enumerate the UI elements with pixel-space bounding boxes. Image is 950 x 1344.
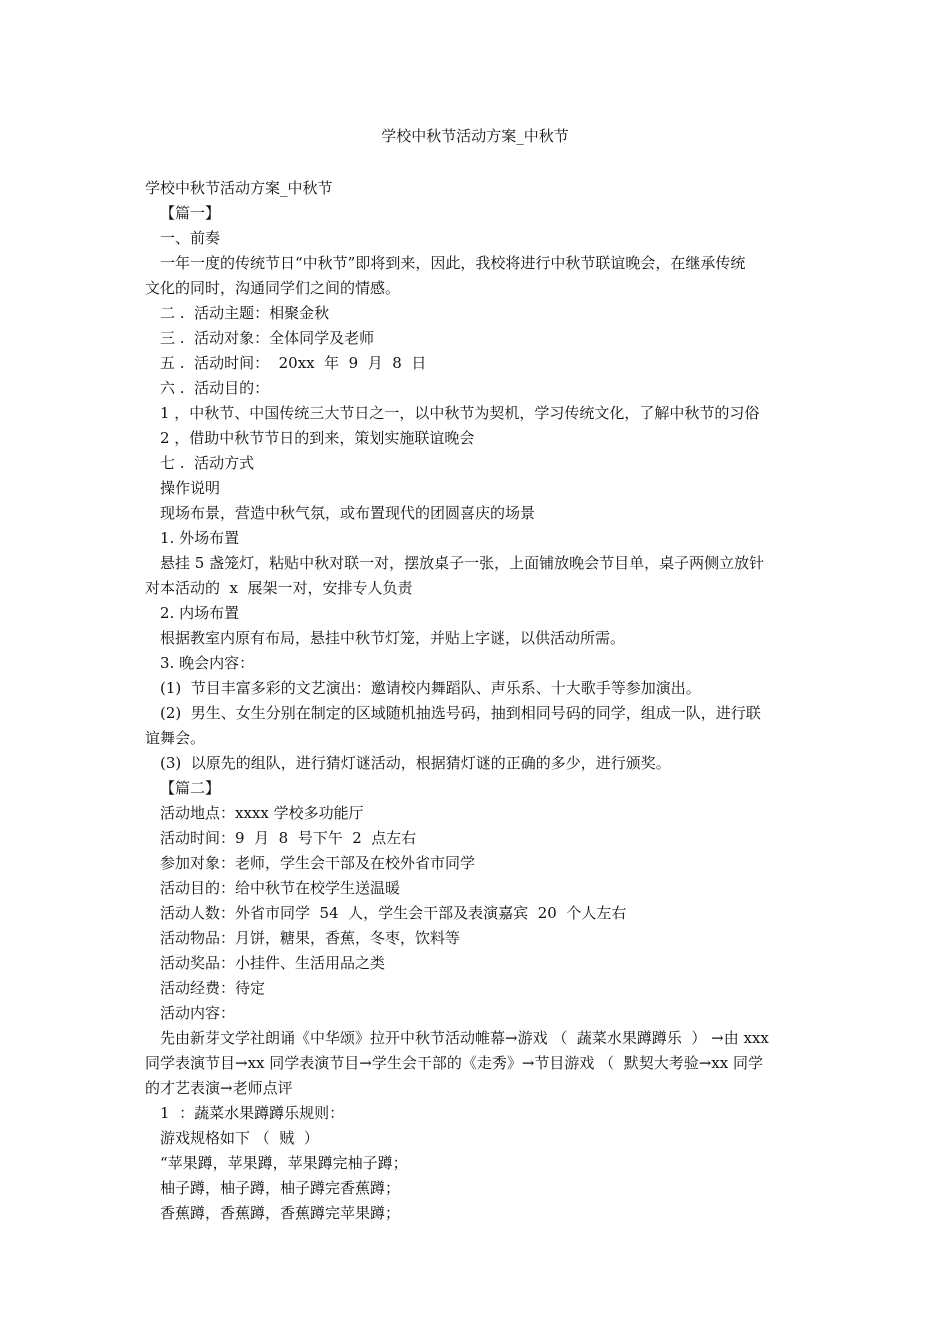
paragraph-line: 香蕉蹲，香蕉蹲，香蕉蹲完苹果蹲； xyxy=(160,1204,401,1222)
paragraph-line: 悬挂 5 盏笼灯，粘贴中秋对联一对，摆放桌子一张，上面铺放晚会节目单，桌子两侧立放针 xyxy=(160,554,765,572)
paragraph-line: 活动目的：给中秋节在校学生送温暖 xyxy=(160,879,401,897)
paragraph-line: 1 ，中秋节、中国传统三大节日之一，以中秋节为契机，学习传统文化，了解中秋节的习俗 xyxy=(160,404,760,422)
paragraph-line: 操作说明 xyxy=(160,479,221,497)
paragraph-line: 【篇一】 xyxy=(160,204,221,222)
paragraph-line: 七 . 活动方式 xyxy=(160,454,255,472)
paragraph-line: 活动时间：9 月 8 号下午 2 点左右 xyxy=(160,829,417,847)
paragraph-line: (3) 以原先的组队，进行猜灯谜活动，根据猜灯谜的正确的多少，进行颁奖。 xyxy=(160,754,671,772)
paragraph-line: 1 ：蔬菜水果蹲蹲乐规则： xyxy=(160,1104,345,1122)
document-title: 学校中秋节活动方案_中秋节 xyxy=(381,127,569,145)
paragraph-line: (1) 节目丰富多彩的文艺演出：邀请校内舞蹈队、声乐系、十大歌手等参加演出。 xyxy=(160,679,701,697)
paragraph-line: 2 ，借助中秋节节日的到来，策划实施联谊晚会 xyxy=(160,429,475,447)
paragraph-line: 3. 晚会内容： xyxy=(160,654,255,672)
paragraph-line: 同学表演节目→xx 同学表演节目→学生会干部的《走秀》→节目游戏 （ 默契大考验→xx 同学 xyxy=(145,1054,763,1072)
paragraph-line: 五 . 活动时间： 20xx 年 9 月 8 日 xyxy=(160,354,427,372)
paragraph-line: 先由新芽文学社朗诵《中华颂》拉开中秋节活动帷幕→游戏 （ 蔬菜水果蹲蹲乐 ） →由 xxx xyxy=(160,1029,769,1047)
paragraph-line: 一、前奏 xyxy=(160,229,221,247)
paragraph-line: 1. 外场布置 xyxy=(160,529,240,547)
paragraph-line: 对本活动的 x 展架一对，安排专人负责 xyxy=(145,579,413,597)
paragraph-line: 学校中秋节活动方案_中秋节 xyxy=(145,179,333,197)
paragraph-line: 谊舞会。 xyxy=(145,729,206,747)
paragraph-line: (2) 男生、女生分别在制定的区域随机抽选号码，抽到相同号码的同学，组成一队，进行联 xyxy=(160,704,761,722)
paragraph-line: 活动物品：月饼，糖果，香蕉，冬枣，饮料等 xyxy=(160,929,461,947)
paragraph-line: 2. 内场布置 xyxy=(160,604,240,622)
paragraph-line: 活动奖品：小挂件、生活用品之类 xyxy=(160,954,386,972)
paragraph-line: 参加对象：老师，学生会干部及在校外省市同学 xyxy=(160,854,476,872)
paragraph-line: 活动内容： xyxy=(160,1004,236,1022)
document-body xyxy=(145,176,810,1226)
paragraph-line: “苹果蹲，苹果蹲，苹果蹲完柚子蹲； xyxy=(160,1154,408,1172)
paragraph-line: 三 . 活动对象：全体同学及老师 xyxy=(160,329,375,347)
paragraph-line: 活动人数：外省市同学 54 人，学生会干部及表演嘉宾 20 个人左右 xyxy=(160,904,627,922)
paragraph-line: 游戏规格如下 （ 贼 ） xyxy=(160,1129,319,1147)
paragraph-line: 活动地点：xxxx 学校多功能厅 xyxy=(160,804,364,822)
paragraph-line: 活动经费：待定 xyxy=(160,979,266,997)
paragraph-line: 根据教室内原有布局，悬挂中秋节灯笼，并贴上字谜，以供活动所需。 xyxy=(160,629,626,647)
paragraph-line: 柚子蹲，柚子蹲，柚子蹲完香蕉蹲； xyxy=(160,1179,401,1197)
paragraph-line: 二 . 活动主题：相聚金秋 xyxy=(160,304,330,322)
paragraph-line: 一年一度的传统节日“中秋节”即将到来，因此，我校将进行中秋节联谊晚会，在继承传统 xyxy=(160,254,746,272)
paragraph-line: 文化的同时，沟通同学们之间的情感。 xyxy=(145,279,401,297)
paragraph-line: 现场布景，营造中秋气氛，或布置现代的团圆喜庆的场景 xyxy=(160,504,536,522)
paragraph-line: 【篇二】 xyxy=(160,779,221,797)
paragraph-line: 的才艺表演→老师点评 xyxy=(145,1079,293,1097)
paragraph-line: 六 . 活动目的： xyxy=(160,379,270,397)
